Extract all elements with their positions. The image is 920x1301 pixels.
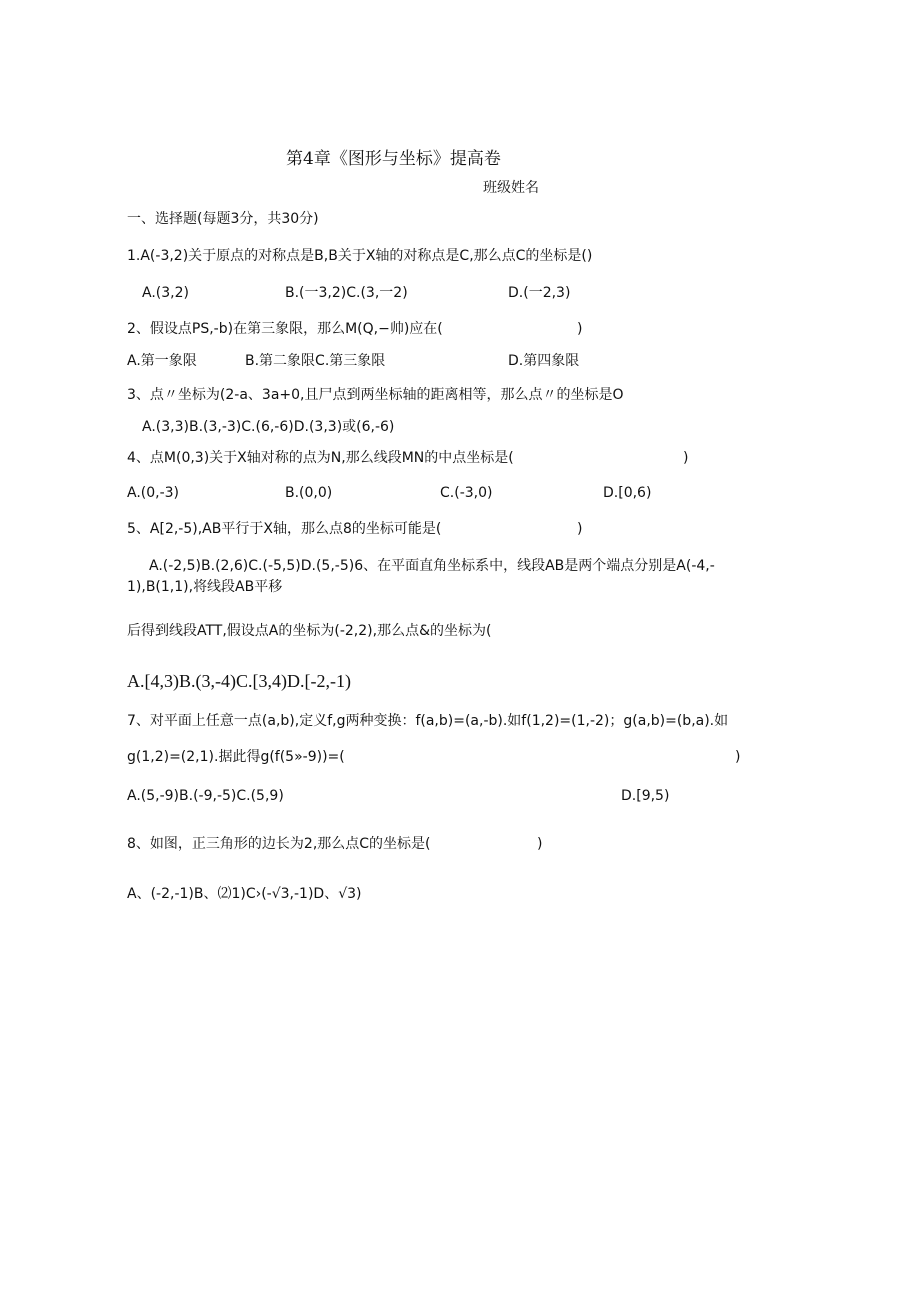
question-1-option-a: A.(3,2) (142, 285, 189, 301)
question-8-stem: 8、如图，正三角形的边长为2,那么点C的坐标是( (127, 836, 431, 852)
question-7-close: ) (735, 749, 741, 765)
question-5-options: A.(-2,5)B.(2,6)C.(-5,5)D.(5,-5)6、在平面直角坐标系中，线段AB是两个端点分别是A(-4,- (149, 558, 715, 574)
question-2-stem: 2、假设点PS,-b)在第三象限，那么M(Q,−帅)应在( (127, 321, 443, 337)
question-2-option-d: D.第四象限 (508, 353, 580, 369)
question-7-option-abc: A.(5,-9)B.(-9,-5)C.(5,9) (127, 788, 284, 804)
question-4-option-d: D.[0,6) (603, 485, 652, 501)
question-8-options: A、(-2,-1)B、⑵1)C›(-√3,-1)D、√3) (127, 886, 362, 902)
question-5-stem: 5、A[2,-5),AB平行于X轴，那么点8的坐标可能是( (127, 521, 442, 537)
question-4-option-c: C.(-3,0) (440, 485, 493, 501)
question-1-stem: 1.A(-3,2)关于原点的对称点是B,B关于X轴的对称点是C,那么点C的坐标是() (127, 248, 593, 264)
question-4-option-a: A.(0,-3) (127, 485, 180, 501)
question-3-options: A.(3,3)B.(3,-3)C.(6,-6)D.(3,3)或(6,-6) (142, 419, 395, 435)
question-1-option-bc: B.(一3,2)C.(3,一2) (285, 285, 408, 301)
question-6-stem: 1),B(1,1),将线段AB平移 (127, 579, 283, 595)
question-8-close: ) (537, 836, 543, 852)
question-7-stem-line2: g(1,2)=(2,1).据此得g(f(5»-9))=( (127, 749, 345, 765)
question-4-close: ) (683, 450, 689, 466)
question-7-stem: 7、对平面上任意一点(a,b),定义f,g两种变换：f(a,b)=(a,-b).如f(1,2)=(1,-2)；g(a,b)=(b,a).如 (127, 713, 729, 729)
class-name-label: 班级姓名 (483, 180, 539, 196)
question-4-stem: 4、点M(0,3)关于X轴对称的点为N,那么线段MN的中点坐标是( (127, 450, 514, 466)
question-2-option-bc: B.第二象限C.第三象限 (245, 353, 386, 369)
question-4-option-b: B.(0,0) (285, 485, 333, 501)
page-title: 第4章《图形与坐标》提高卷 (286, 149, 501, 169)
question-6-stem-line2: 后得到线段ATT,假设点A的坐标为(-2,2),那么点&的坐标为( (127, 623, 492, 639)
question-7-option-d: D.[9,5) (621, 788, 670, 804)
question-1-option-d: D.(一2,3) (508, 285, 571, 301)
question-5-close: ) (577, 521, 583, 537)
question-2-close: ) (577, 321, 583, 337)
question-2-option-a: A.第一象限 (127, 353, 197, 369)
section-heading: 一、选择题(每题3分，共30分) (127, 211, 319, 227)
question-6-options: A.[4,3)B.(3,-4)C.[3,4)D.[-2,-1) (127, 671, 351, 691)
question-3-stem: 3、点〃坐标为(2-a、3a+0,且尸点到两坐标轴的距离相等，那么点〃的坐标是O (127, 387, 624, 403)
